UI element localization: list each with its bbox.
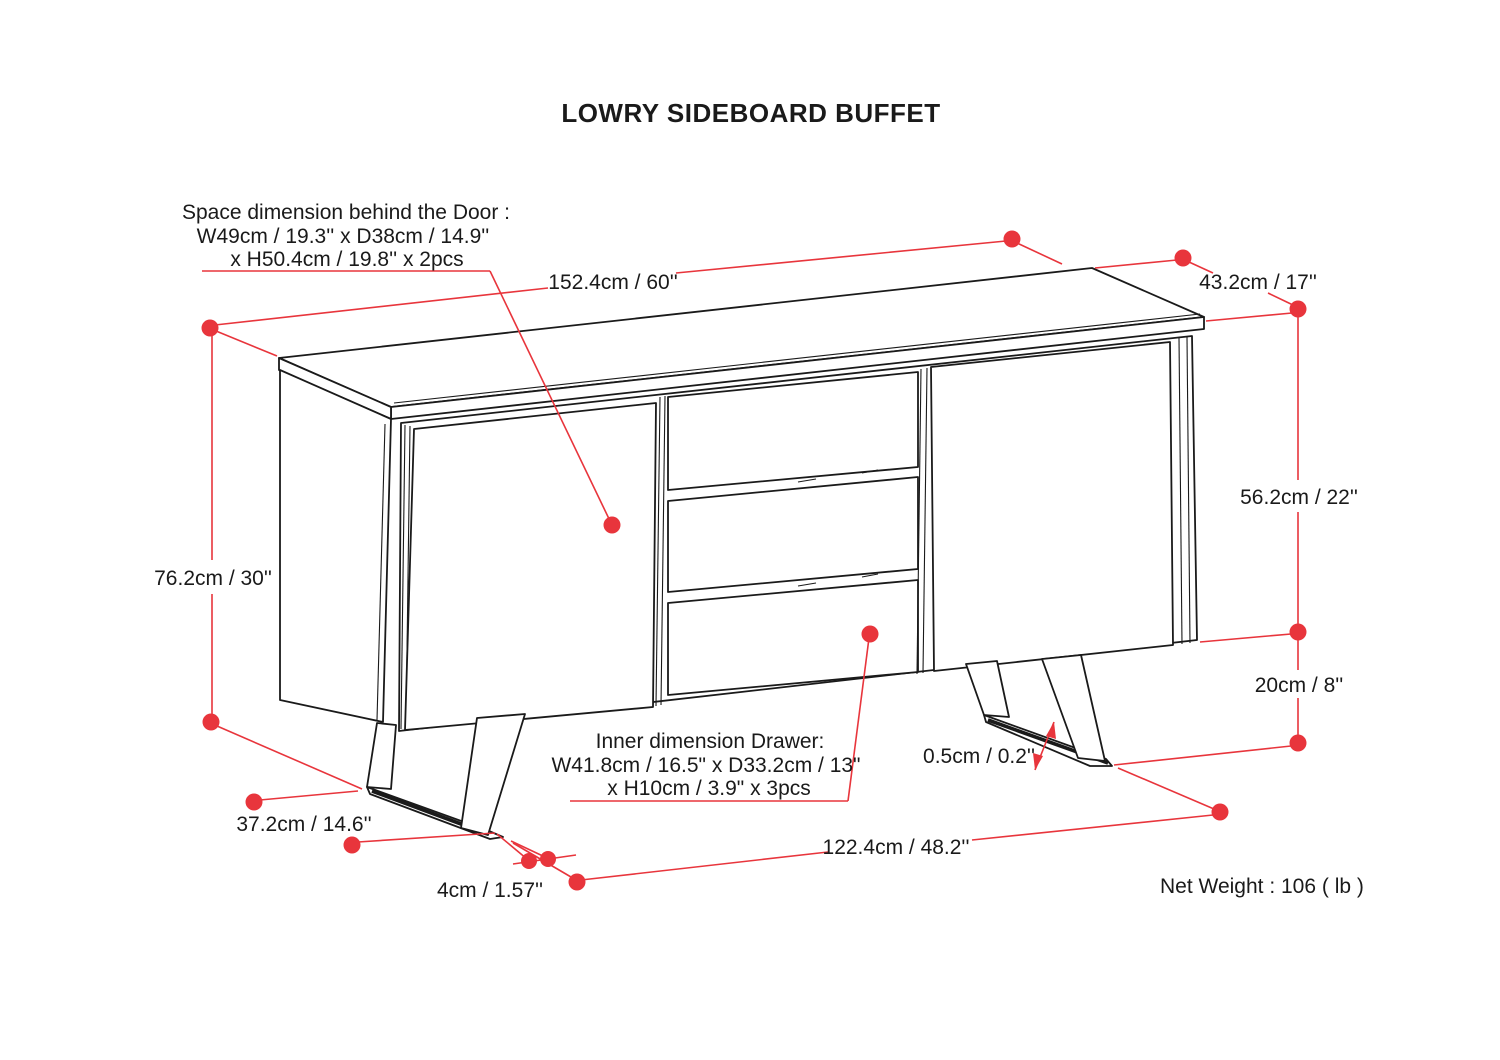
left-door <box>405 403 656 730</box>
left-front-leg <box>461 714 525 835</box>
drawer-inner-line2: W41.8cm / 16.5" x D33.2cm / 13" <box>551 754 861 777</box>
net-weight-label: Net Weight : 106 ( lb ) <box>1160 875 1364 898</box>
door-space-line3: x H50.4cm / 19.8'' x 2pcs <box>230 248 464 271</box>
leg-runner-depth-label: 37.2cm / 14.6'' <box>236 813 372 836</box>
dim-leg-height <box>1114 640 1298 765</box>
right-door <box>931 342 1173 671</box>
left-leg-assembly <box>367 714 525 839</box>
door-space-callout <box>182 201 510 271</box>
overall-width-label: 152.4cm / 60'' <box>548 271 678 294</box>
leg-tip-offset-label: 4cm / 1.57'' <box>436 879 544 902</box>
drawer-inner-line3: x H10cm / 3.9" x 3pcs <box>607 777 811 800</box>
door-space-line1: Space dimension behind the Door : <box>181 201 511 224</box>
overall-depth-label: 43.2cm / 17'' <box>1199 271 1317 294</box>
leg-height-label: 20cm / 8'' <box>1254 674 1344 697</box>
left-side-panel <box>280 370 391 722</box>
body-height-label: 56.2cm / 22'' <box>1240 486 1358 509</box>
door-space-line2: W49cm / 19.3'' x D38cm / 14.9'' <box>196 225 490 248</box>
dim-body-height <box>1200 317 1298 642</box>
leg-span-width-label: 122.4cm / 48.2'' <box>822 836 970 859</box>
drawer-inner-callout <box>551 730 860 800</box>
right-back-leg <box>966 661 1009 717</box>
left-back-leg <box>367 723 396 789</box>
overall-height-label: 76.2cm / 30'' <box>154 567 272 590</box>
drawer-inner-line1: Inner dimension Drawer: <box>595 730 825 753</box>
page-title: LOWRY SIDEBOARD BUFFET <box>561 98 941 128</box>
leg-thickness-label: 0.5cm / 0.2'' <box>923 745 1035 768</box>
